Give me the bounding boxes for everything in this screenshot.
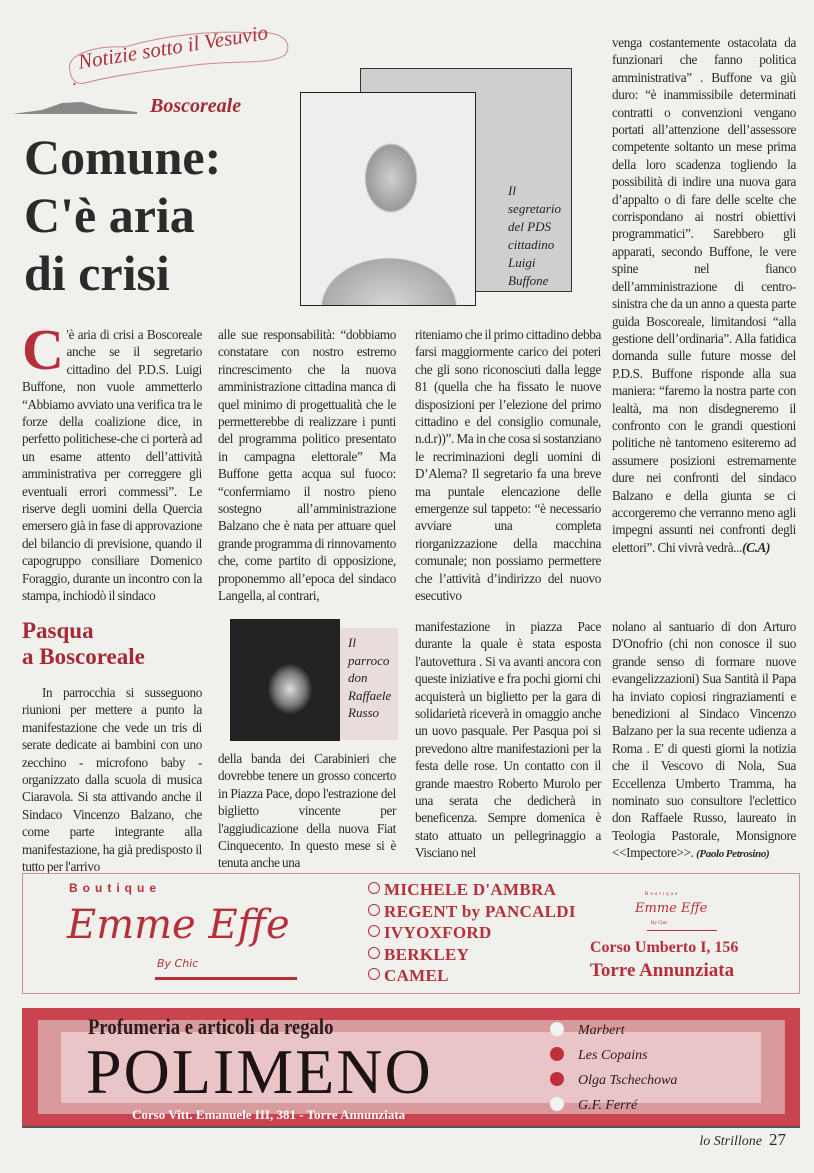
- small-logo: Emme Effe: [635, 901, 708, 916]
- article1-col2: alle sue responsabilità: “dobbiamo constatare con nostro estremo rincrescimento che la nuova amministrazione cittadina manca di quel minimo di progettualità che le permetterebbe di realizzare i punti del programma politico presentato in campagna elettorale” Ma Buffone getta acqua sul fuoco: “confermiamo il nostro pieno sostegno all’amministrazione Balzano che è nata per attuare quel grande programma di rinnovamento che, come partito di opposizione, proponemmo all’epoca del sindaco Langella, al contrari,: [218, 327, 396, 604]
- dot-bullet-icon: [550, 1047, 564, 1061]
- headline: [24, 128, 221, 302]
- page-number: 27: [769, 1130, 786, 1149]
- photo-luigi-buffone: [300, 92, 476, 306]
- brand-item: [550, 1018, 677, 1043]
- drop-cap: C: [22, 317, 64, 382]
- brand-item: [550, 1068, 677, 1093]
- circle-bullet-icon: [368, 904, 380, 916]
- circle-bullet-icon: [368, 968, 380, 980]
- caption-line: parroco: [348, 652, 390, 668]
- circle-bullet-icon: [368, 925, 380, 937]
- brand-name: IVYOXFORD: [384, 923, 492, 942]
- brand-list: [368, 879, 576, 987]
- section-label: Boscoreale: [150, 95, 242, 117]
- brand-name: Olga Tschechowa: [578, 1073, 678, 1088]
- section-kicker: Notizie sotto il Vesuvio: [55, 25, 295, 85]
- paragraph: venga costantemente ostacolata da funzionari che fanno politica amministrativa” . Buffone va giù duro: “è inammissibile determinati contratti o convenzioni vengano portati all’attenzione dell’assessore competente soltanto un mese prima della loro scadenza togliendo la possibilità di indire una nuova gara d’appalto o di fare delle scelte che corrispondano ai nostri obiettivi programmatici”. Sarebbero gli apparati, secondo Buffone, le vere spine nel fianco dell’amministrazione di centro-sinistra che da un anno a questa parte guida Boscoreale, limitandosi “alla gestione dell’ordinaria”. Alla fatidica domanda sulle future mosse del P.D.S. Buffone risponde alla sua maniera: “faremo la nostra parte con lealtà, ma non disdegneremo il confronto con le grandi questioni politiche nè tantomeno esiteremo ad assumere posizioni estremamente dure nei confronti del sindaco Balzano e della giunta se ci accorgeremo che verranno meno agli impegni assunti nei confronti degli elettori”. Chi vivrà vedrà...: [612, 35, 796, 555]
- caption-line: Il: [348, 635, 356, 650]
- ad-polimeno: [22, 1008, 800, 1128]
- small-logo-label: Boutique: [645, 892, 680, 897]
- vesuvio-silhouette-icon: [12, 100, 137, 114]
- brand-item: [550, 1093, 677, 1118]
- circle-bullet-icon: [368, 882, 380, 894]
- ad-boutique-emme-effe: [22, 873, 800, 994]
- signature: (C.A): [742, 539, 771, 555]
- title-line: Pasqua: [22, 618, 94, 643]
- paragraph: nolano al santuario di don Arturo D'Onofrio (chi non conosce il suo grande senso di formare nuove evangelizzazioni) Sua Santità il Papa ha inviato copiosi ringraziamenti e benedizioni al Sindaco Vincenzo Balzano per la sua recente udienza a Roma . E' di questi giorni la notizia che il Vescovo di Nola, Sua Eccellenza Umberto Tramma, ha nominato suo consultore l'eclettico don Raffaele Russo, laureato in Teologia Pastorale, Monsignore <<Impectore>>.: [612, 619, 796, 861]
- article2-col4: [612, 618, 796, 864]
- article2-col1: In parrocchia si susseguono riunioni per mettere a punto la manifestazione che vede un tris di serate dedicate ai bambini con uno zecchino - microfono baby - organizzato dalla scuola di musica Ciaravola. Si sta attivando anche il Sindaco Vincenzo Balzano, che come parte integrante alla manifestazione, ha già predisposto il tutto per l'arrivo: [22, 685, 202, 875]
- brand-name: BERKLEY: [384, 944, 470, 964]
- page-footer: [699, 1130, 786, 1150]
- caption-line: Il: [508, 183, 516, 198]
- divider: [155, 977, 297, 980]
- article2-col2: della banda dei Carabinieri che dovrebbe tenere un grosso concerto in Piazza Pace, dopo l'estrazione del biglietto vincente per l'aggiudicazione della nuova Fiat Cinquecento. In questo mese si è tenuta anche una: [218, 751, 396, 871]
- article1-col4: [612, 34, 796, 556]
- signature: (Paolo Petrosino): [696, 848, 770, 861]
- headline-line: C'è aria: [24, 187, 195, 243]
- caption-line: cittadino: [508, 237, 555, 252]
- caption-line: Luigi: [508, 255, 536, 270]
- caption-line: Russo: [348, 705, 380, 720]
- dot-bullet-icon: [550, 1022, 564, 1036]
- boutique-city: Torre Annunziata: [590, 960, 735, 981]
- article1-col3: riteniamo che il primo cittadino debba farsi maggiormente carico dei poteri che gli sono riconosciuti dalla legge 81 (quella che ha fissato le nuove disposizioni per l’elezione del primo cittadino e del consiglio comunale, n.d.r))”. Ma in che cosa si sostanziano le recriminazioni degli uomini di D’Alema? Il segretario fa una breve ma puntale elencazione delle emergenze sul tappeto: “è necessario avviare una completa riorganizzazione della macchina comunale; non possiamo permettere che l’attività d’indirizzo del nuovo esecutivo: [415, 327, 601, 604]
- small-logo-tagline: By Chic: [651, 921, 668, 926]
- boutique-logo: Emme Effe: [67, 902, 290, 948]
- brand-item: [550, 1043, 677, 1068]
- publication-name: lo Strillone: [699, 1134, 762, 1149]
- photo2-caption: [348, 634, 391, 722]
- boutique-address: Corso Umberto I, 156: [590, 939, 739, 956]
- dot-bullet-icon: [550, 1072, 564, 1086]
- brand-item: [368, 944, 576, 966]
- caption-line: Buffone: [508, 273, 549, 288]
- paragraph: 'è aria di crisi a Boscoreale anche se il segretario cittadino del P.D.S. Luigi Buffone, non vuole ammetterlo “Abbiamo avviato una verifica tra le forze della coalizione dice, in perfetto politichese-che ci porterà ad un esame attento dell’attività amministrativa per correggere gli eventuali errori commessi”. Le riserve degli uomini della Quercia emersero già in fase di approvazione del bilancio di previsione, quando il capogruppo consiliare Domenico Foraggio, durante un incontro con la stampa, inchiodò il sindaco: [22, 327, 202, 604]
- caption-line: don: [348, 670, 368, 685]
- brand-item: [368, 901, 576, 923]
- brand-name: Marbert: [578, 1023, 625, 1038]
- circle-bullet-icon: [368, 947, 380, 959]
- brand-name: G.F. Ferré: [578, 1098, 638, 1113]
- boutique-label: Boutique: [69, 881, 161, 895]
- brand-name: CAMEL: [384, 966, 449, 985]
- brand-name: REGENT by PANCALDI: [384, 901, 576, 921]
- caption-line: del PDS: [508, 219, 551, 234]
- brand-name: Les Copains: [578, 1048, 648, 1063]
- photo-raffaele-russo: [230, 619, 340, 741]
- brand-item: [368, 965, 576, 987]
- caption-line: segretario: [508, 201, 561, 216]
- headline-line: Comune:: [24, 129, 222, 185]
- polimeno-brand-list: [550, 1018, 677, 1118]
- boutique-tagline: By Chic: [157, 957, 199, 970]
- brand-item: [368, 879, 576, 901]
- dot-bullet-icon: [550, 1097, 564, 1111]
- brand-item: [368, 922, 576, 944]
- caption-line: Raffaele: [348, 687, 392, 703]
- article2-col3: manifestazione in piazza Pace durante la quale è stata esposta l'autovettura . Si va avanti ancora con queste iniziative e fra pochi giorni chi acquisterà un biglietto per la gara di solidarietà riceverà in omaggio anche un uovo pasquale. Per Pasqua poi si prevedono altre manifestazioni per la festa delle rose. Un contatto con il grande maestro Roberto Murolo per una serata che dedicherà in beneficenza. Sempre domenica è stato attuato un pellegrinaggio a Visciano nel: [415, 619, 601, 861]
- polimeno-tagline: Profumeria e articoli da regalo: [88, 1014, 334, 1039]
- photo-caption: [508, 182, 561, 290]
- brand-name: MICHELE D'AMBRA: [384, 880, 557, 899]
- article1-col1: [22, 317, 202, 605]
- polimeno-address: Corso Vitt. Emanuele III, 381 - Torre Annunziata: [132, 1107, 406, 1122]
- polimeno-logo: POLIMENO: [86, 1036, 433, 1107]
- title-line: a Boscoreale: [22, 644, 145, 669]
- article2-title: [22, 618, 145, 670]
- divider: [647, 930, 717, 931]
- headline-line: di crisi: [24, 245, 170, 301]
